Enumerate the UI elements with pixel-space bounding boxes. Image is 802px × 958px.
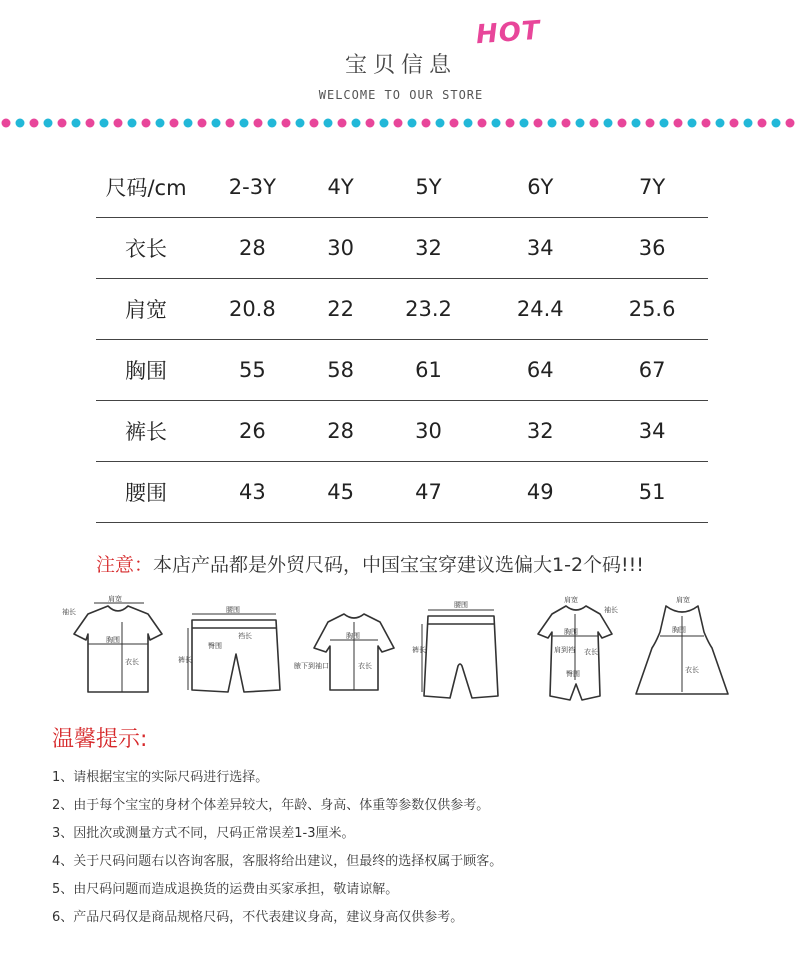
diagram-label: 衣长	[125, 658, 139, 666]
divider-dot	[618, 119, 627, 128]
table-cell: 26	[196, 401, 309, 462]
divider-dot	[324, 119, 333, 128]
shorts-diagram	[178, 605, 280, 692]
diagram-label: 胸围	[346, 632, 360, 640]
diagram-label: 裤长	[178, 656, 192, 664]
table-cell: 34	[596, 401, 708, 462]
dot-divider	[0, 116, 802, 130]
divider-dot	[394, 119, 403, 128]
table-cell: 28	[309, 401, 373, 462]
divider-dot	[86, 119, 95, 128]
divider-dot	[366, 119, 375, 128]
table-cell: 55	[196, 340, 309, 401]
diagram-label: 衣长	[358, 662, 372, 670]
divider-dot	[352, 119, 361, 128]
divider-dot	[534, 119, 543, 128]
diagram-label: 裆长	[238, 632, 252, 640]
table-cell: 24.4	[484, 279, 596, 340]
divider-dot	[226, 119, 235, 128]
diagram-label: 裤长	[412, 646, 426, 654]
divider-dot	[2, 119, 11, 128]
table-cell: 61	[373, 340, 485, 401]
table-cell: 34	[484, 218, 596, 279]
divider-dot	[436, 119, 445, 128]
dress-diagram	[636, 595, 728, 694]
divider-dot	[506, 119, 515, 128]
divider-dot	[128, 119, 137, 128]
divider-dot	[646, 119, 655, 128]
table-row	[96, 340, 708, 401]
tips-list	[52, 768, 502, 936]
divider-dot	[562, 119, 571, 128]
row-label: 肩宽	[96, 279, 196, 340]
table-cell: 67	[596, 340, 708, 401]
divider-dot	[408, 119, 417, 128]
divider-dot	[296, 119, 305, 128]
divider-dot	[632, 119, 641, 128]
table-cell: 32	[373, 218, 485, 279]
table-cell: 20.8	[196, 279, 309, 340]
table-cell: 47	[373, 462, 485, 523]
divider-dot	[16, 119, 25, 128]
divider-dot	[702, 119, 711, 128]
table-row	[96, 218, 708, 279]
raglan-diagram	[294, 614, 394, 690]
size-table	[96, 157, 708, 523]
table-cell: 22	[309, 279, 373, 340]
romper-diagram	[538, 595, 618, 700]
page-title: 宝贝信息	[344, 53, 457, 78]
hot-badge: HOT	[475, 15, 542, 51]
table-cell: 43	[196, 462, 309, 523]
tip-item: 1、请根据宝宝的实际尺码进行选择。	[52, 770, 269, 785]
tip-item: 6、产品尺码仅是商品规格尺码，不代表建议身高，建议身高仅供参考。	[52, 910, 464, 925]
divider-dot	[156, 119, 165, 128]
diagram-label: 肩宽	[564, 596, 578, 604]
divider-dot	[268, 119, 277, 128]
table-cell: 36	[596, 218, 708, 279]
diagram-label: 衣长	[685, 666, 699, 674]
table-cell: 58	[309, 340, 373, 401]
divider-dot	[170, 119, 179, 128]
tips-title: 温馨提示:	[52, 727, 148, 752]
divider-dot	[758, 119, 767, 128]
table-row	[96, 279, 708, 340]
row-label: 衣长	[96, 218, 196, 279]
diagram-label: 胸围	[564, 628, 578, 636]
row-label: 胸围	[96, 340, 196, 401]
divider-dot	[660, 119, 669, 128]
diagram-label: 胸围	[672, 626, 686, 634]
divider-dot	[198, 119, 207, 128]
diagram-label: 腰围	[454, 601, 468, 609]
diagram-label: 腰围	[226, 606, 240, 614]
divider-dot	[716, 119, 725, 128]
divider-dot	[282, 119, 291, 128]
table-cell: 28	[196, 218, 309, 279]
divider-dot	[184, 119, 193, 128]
diagram-label: 衣长	[584, 648, 598, 656]
divider-dot	[422, 119, 431, 128]
column-header: 7Y	[596, 157, 708, 218]
table-cell: 30	[373, 401, 485, 462]
note-text: 本店产品都是外贸尺码，中国宝宝穿建议选偏大1-2个码!!!	[153, 554, 644, 576]
divider-dot	[58, 119, 67, 128]
column-header: 6Y	[484, 157, 596, 218]
divider-dot	[674, 119, 683, 128]
table-cell: 49	[484, 462, 596, 523]
divider-dot	[492, 119, 501, 128]
table-cell: 25.6	[596, 279, 708, 340]
page-subtitle: WELCOME TO OUR STORE	[318, 88, 484, 102]
column-header: 5Y	[373, 157, 485, 218]
divider-dot	[72, 119, 81, 128]
divider-dot	[100, 119, 109, 128]
size-table-header-row	[96, 157, 708, 218]
table-row	[96, 401, 708, 462]
diagram-label: 袖长	[604, 606, 618, 614]
diagram-label: 肩宽	[676, 596, 690, 604]
pants-diagram	[412, 600, 498, 698]
column-header: 2-3Y	[196, 157, 309, 218]
table-row	[96, 462, 708, 523]
divider-dot	[478, 119, 487, 128]
table-cell: 30	[309, 218, 373, 279]
column-header: 4Y	[309, 157, 373, 218]
divider-dot	[240, 119, 249, 128]
divider-dot	[590, 119, 599, 128]
diagram-label: 肩宽	[108, 595, 122, 603]
size-note	[96, 550, 644, 577]
measurement-diagrams	[48, 592, 748, 712]
divider-dot	[338, 119, 347, 128]
divider-dot	[30, 119, 39, 128]
table-cell: 51	[596, 462, 708, 523]
divider-dot	[450, 119, 459, 128]
tip-item: 2、由于每个宝宝的身材个体差异较大，年龄、身高、体重等参数仅供参考。	[52, 798, 490, 813]
divider-dot	[464, 119, 473, 128]
tip-item: 3、因批次或测量方式不同，尺码正常误差1-3厘米。	[52, 826, 355, 841]
diagram-label: 肩到裆	[554, 646, 575, 654]
tip-item: 5、由尺码问题而造成退换货的运费由买家承担，敬请谅解。	[52, 882, 399, 897]
diagram-label: 臀围	[566, 670, 580, 678]
table-cell: 45	[309, 462, 373, 523]
divider-dot	[786, 119, 795, 128]
divider-dot	[44, 119, 53, 128]
divider-dot	[142, 119, 151, 128]
note-label: 注意：	[96, 554, 154, 576]
row-label: 腰围	[96, 462, 196, 523]
divider-dot	[576, 119, 585, 128]
diagram-label: 腋下到袖口	[294, 662, 329, 670]
divider-dot	[212, 119, 221, 128]
divider-dot	[604, 119, 613, 128]
diagram-label: 袖长	[62, 608, 76, 616]
row-label: 裤长	[96, 401, 196, 462]
divider-dot	[254, 119, 263, 128]
divider-dot	[310, 119, 319, 128]
divider-dot	[688, 119, 697, 128]
divider-dot	[114, 119, 123, 128]
table-cell: 23.2	[373, 279, 485, 340]
column-header: 尺码/cm	[96, 157, 196, 218]
diagram-label: 臀围	[208, 642, 222, 650]
divider-dot	[380, 119, 389, 128]
diagram-label: 胸围	[106, 636, 120, 644]
divider-dot	[548, 119, 557, 128]
table-cell: 32	[484, 401, 596, 462]
tshirt-diagram	[62, 594, 162, 692]
tip-item: 4、关于尺码问题右以咨询客服，客服将给出建议，但最终的选择权属于顾客。	[52, 854, 503, 869]
table-cell: 64	[484, 340, 596, 401]
divider-dot	[520, 119, 529, 128]
divider-dot	[730, 119, 739, 128]
divider-dot	[744, 119, 753, 128]
divider-dot	[772, 119, 781, 128]
